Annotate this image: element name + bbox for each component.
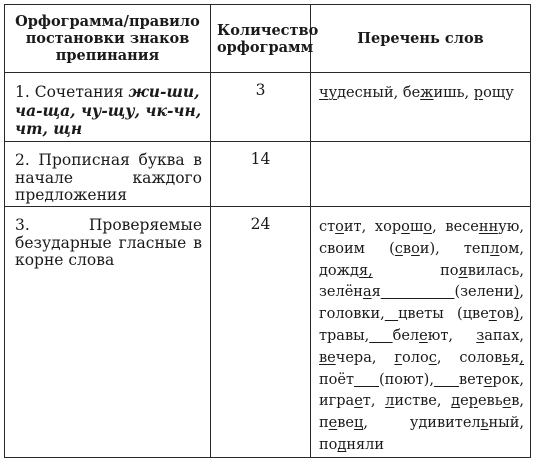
- table-row: [5, 207, 531, 458]
- rule-text: [5, 73, 210, 139]
- count-value: 14: [250, 150, 271, 168]
- table-row: [5, 73, 531, 142]
- rule-text: 2. Прописная буква в начале каждого предложения: [15, 151, 202, 204]
- rule-cell: [5, 142, 211, 207]
- rule-cell: [5, 207, 211, 458]
- header-rule: [5, 5, 211, 73]
- count-cell: [211, 207, 311, 458]
- words-list: чудесный, бежишь, рощу: [319, 85, 514, 101]
- header-count-text: Количество орфограмм: [217, 21, 319, 56]
- count-value: 24: [250, 215, 271, 233]
- count-cell: [211, 73, 311, 142]
- table-row: [5, 142, 531, 207]
- header-words: [311, 5, 531, 73]
- orthography-table: [4, 4, 531, 458]
- header-words-text: Перечень слов: [357, 30, 484, 47]
- words-cell: [311, 142, 531, 207]
- rule-emphasis: жи-ши, ча-ща, чу-щу, чк-чн, чт, щн: [15, 82, 202, 138]
- rule-prefix: 1. Сочетания: [15, 83, 129, 101]
- header-rule-text: Орфограмма/правило постановки знаков препинания: [15, 13, 200, 64]
- words-list: стоит, хорошо, весенную, своим (свои), теплом, дождя, появилась, зелёная (зелени), головки, цветы (цветов), травы, белеют, запах, вечера, голос, соловья, поёт (поют), ветерок, играет, листве, деревьев, певец, удивительный, подняли: [319, 219, 525, 453]
- header-count: [211, 5, 319, 73]
- words-cell: [311, 207, 531, 458]
- rule-cell: [5, 73, 211, 142]
- words-list: [311, 142, 530, 150]
- rule-text: 3. Проверяемые безударные гласные в корне слова: [15, 216, 202, 269]
- count-cell: [211, 142, 311, 207]
- table-header-row: [5, 5, 531, 73]
- count-value: 3: [255, 81, 266, 99]
- words-cell: [311, 73, 531, 142]
